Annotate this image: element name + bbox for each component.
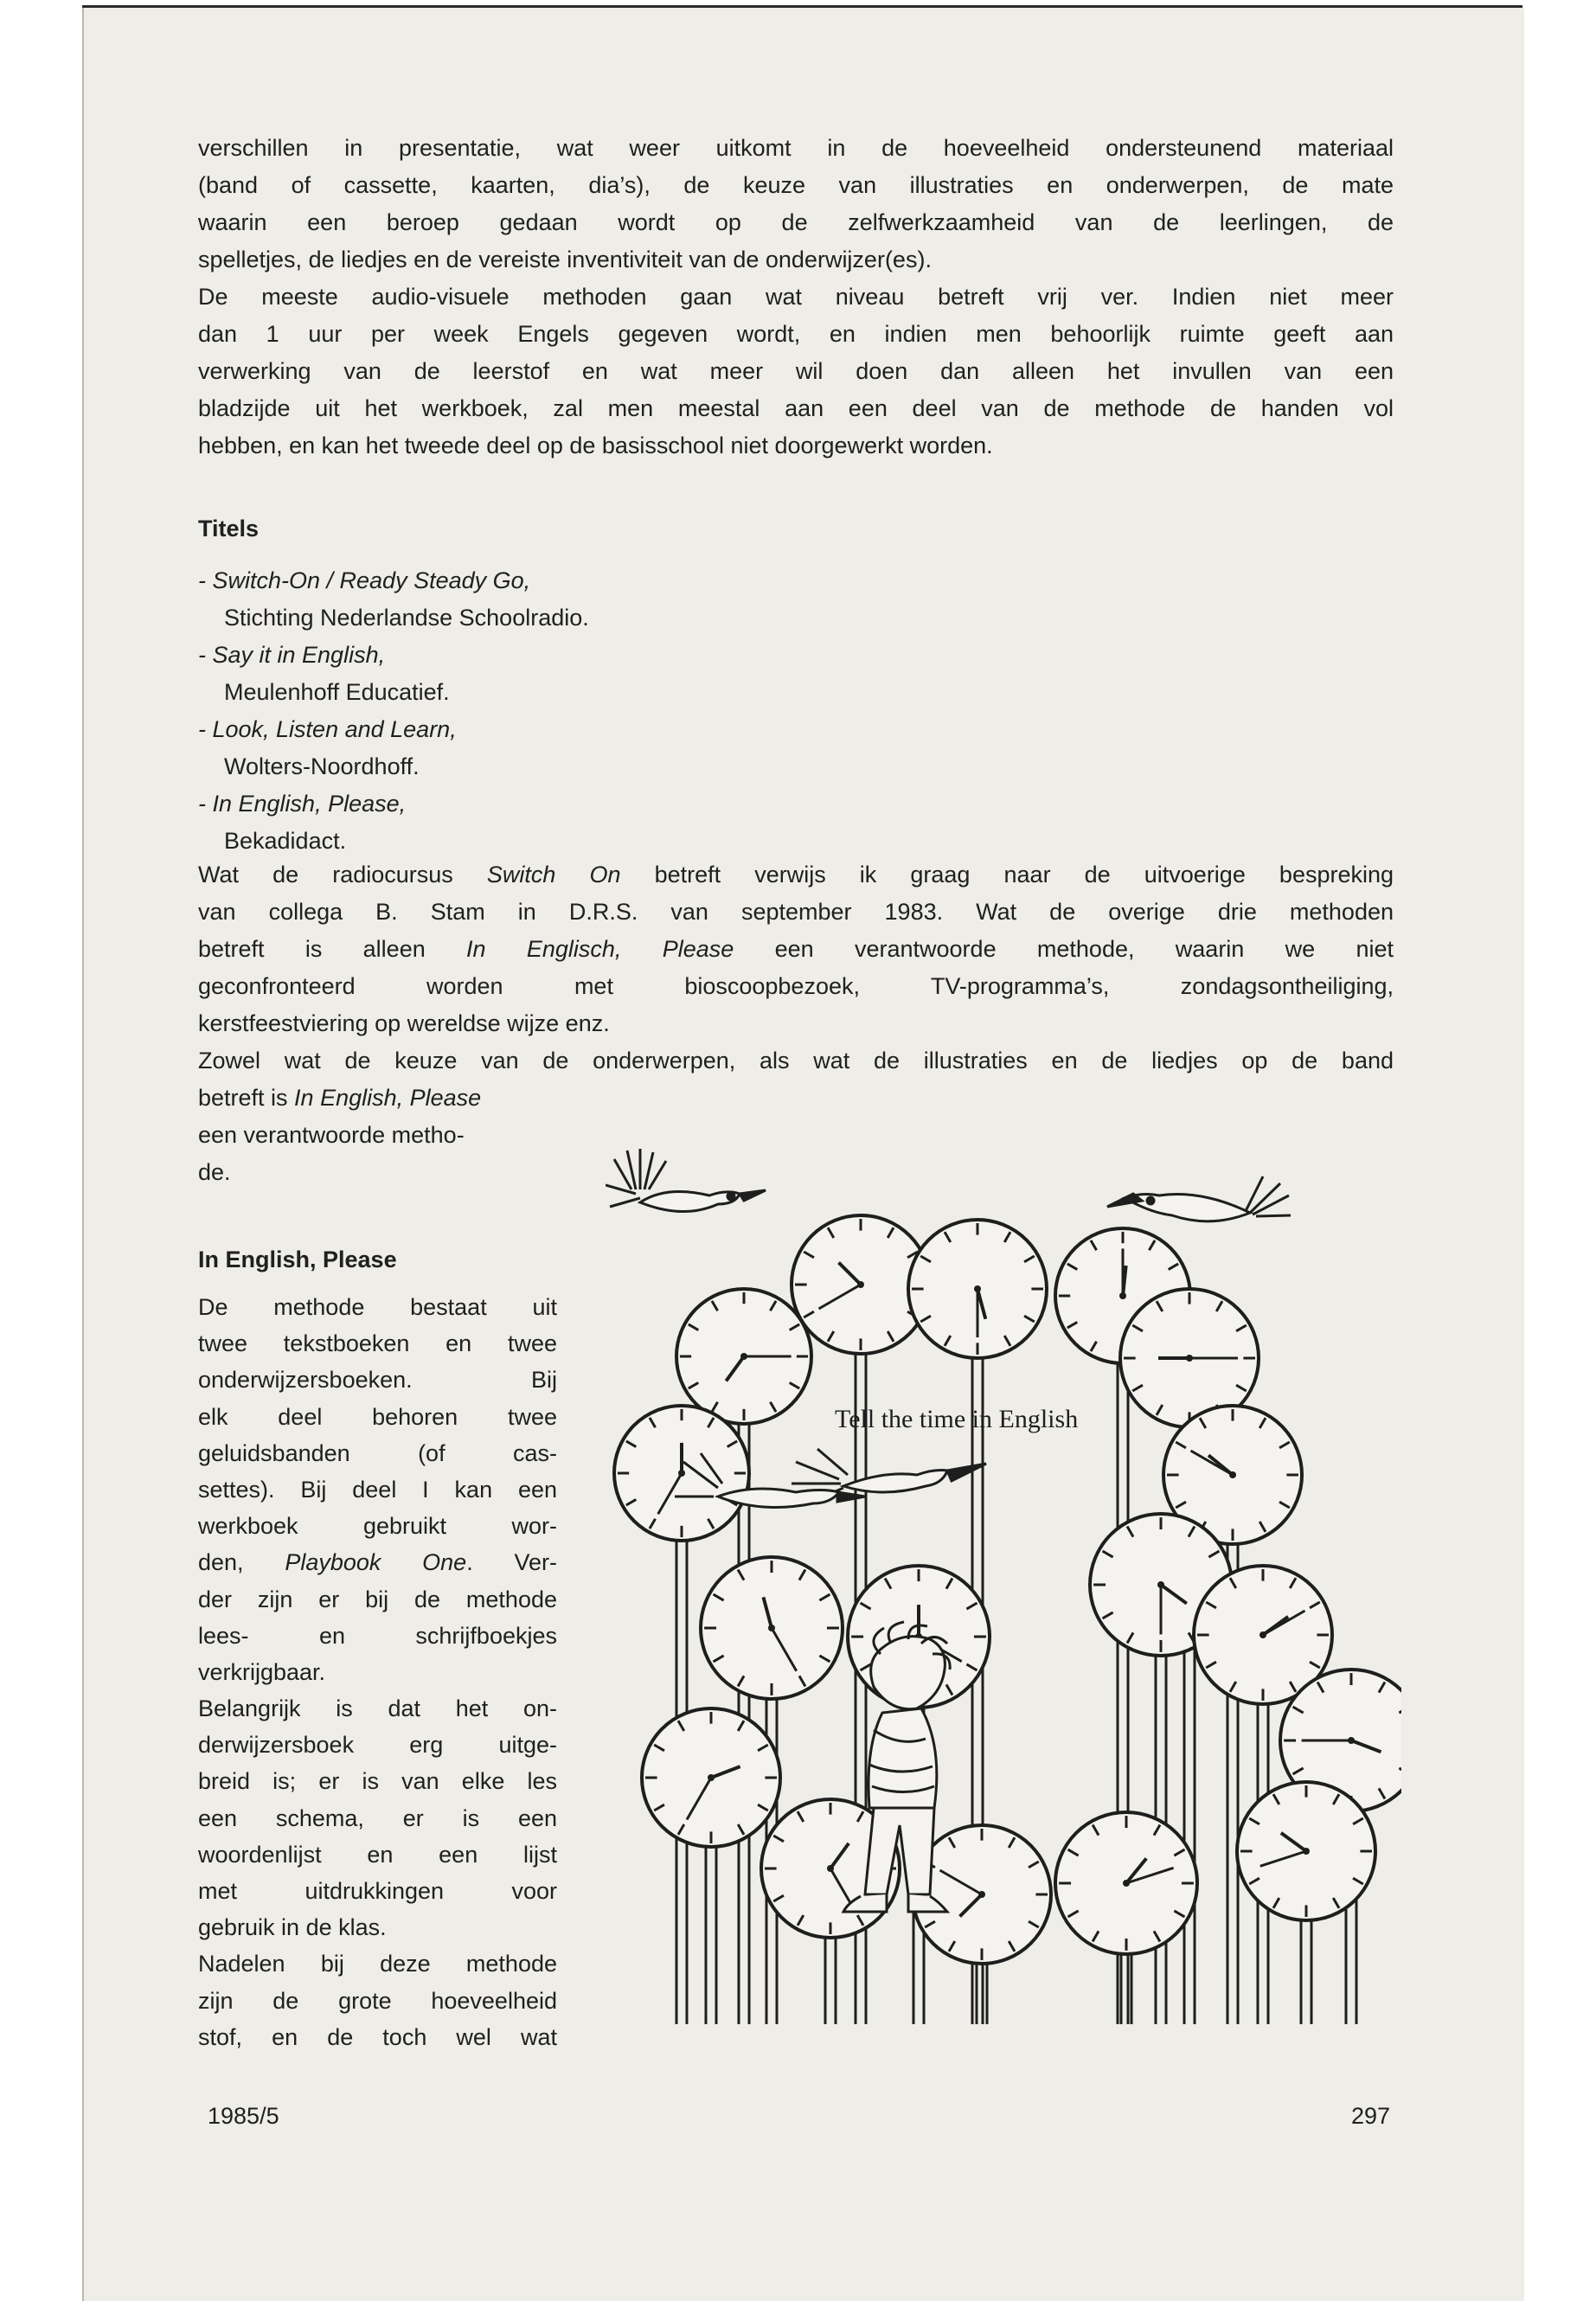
text-run: . Ver- bbox=[466, 1549, 557, 1576]
clock-center bbox=[857, 1281, 864, 1288]
intro-line: hebben, en kan het tweede deel op de basisschool niet doorgewerkt worden. bbox=[198, 433, 993, 458]
intro-paragraph bbox=[198, 130, 1394, 465]
in-english-please-column bbox=[198, 1289, 557, 2055]
column-line: twee tekstboeken en twee bbox=[198, 1330, 557, 1357]
title-item: - Look, Listen and Learn, bbox=[198, 716, 457, 742]
paragraph-line bbox=[198, 931, 1394, 968]
intro-line: De meeste audio-visuele methoden gaan wat niveau betreft vrij ver. Indien niet meer bbox=[198, 284, 1394, 310]
clock bbox=[614, 1406, 749, 1541]
paragraph-line: een verantwoorde metho- bbox=[198, 1122, 465, 1148]
title-publisher: Wolters-Noordhoff. bbox=[224, 753, 420, 779]
bird-right-top bbox=[1107, 1176, 1291, 1221]
text-run: een verantwoorde methode, waarin we niet bbox=[734, 936, 1394, 962]
column-line: Nadelen bij deze methode bbox=[198, 1951, 557, 1977]
clock bbox=[1055, 1812, 1197, 1954]
intro-line: verwerking van de leerstof en wat meer wil doen dan alleen het invullen van een bbox=[198, 358, 1394, 384]
clock-center bbox=[974, 1285, 981, 1292]
column-line: De methode bestaat uit bbox=[198, 1294, 557, 1320]
title-item: - Say it in English, bbox=[198, 642, 386, 668]
title-publisher: Bekadidact. bbox=[224, 828, 347, 854]
column-line: der zijn er bij de methode bbox=[198, 1586, 557, 1612]
clock-center bbox=[1259, 1631, 1266, 1638]
clock-center bbox=[1229, 1471, 1236, 1478]
italic-title: In English, Please bbox=[294, 1085, 482, 1111]
page-top-edge bbox=[82, 5, 1522, 8]
intro-line: bladzijde uit het werkboek, zal men meestal aan een deel van de methode de handen vol bbox=[198, 395, 1394, 421]
title-publisher: Meulenhoff Educatief. bbox=[224, 679, 450, 705]
page-number: 297 bbox=[1351, 2103, 1391, 2129]
zowel-paragraph-continued bbox=[198, 1080, 561, 1191]
clock-center bbox=[1186, 1355, 1193, 1362]
section-heading-in-english-please: In English, Please bbox=[198, 1247, 397, 1272]
column-line: geluidsbanden (of cas- bbox=[198, 1439, 557, 1466]
clock-center bbox=[1348, 1737, 1355, 1744]
clock-center bbox=[1123, 1880, 1130, 1887]
clock bbox=[1237, 1782, 1375, 1920]
paragraph-line: de. bbox=[198, 1159, 231, 1185]
clock bbox=[676, 1289, 811, 1424]
paragraph-line: Zowel wat de keuze van de onderwerpen, als wat de illustraties en de liedjes op de band bbox=[198, 1048, 1394, 1074]
column-line bbox=[198, 1544, 557, 1580]
intro-line: waarin een beroep gedaan wordt op de zelfwerkzaamheid van de leerlingen, de bbox=[198, 209, 1394, 235]
clock-center bbox=[1303, 1848, 1310, 1855]
zowel-paragraph bbox=[198, 1042, 1394, 1080]
text-run: betreft is alleen bbox=[198, 936, 467, 962]
column-line: breid is; er is van elke les bbox=[198, 1768, 557, 1795]
column-line: onderwijzersboeken. Bij bbox=[198, 1367, 557, 1394]
paragraph-line: van collega B. Stam in D.R.S. van september 1983. Wat de overige drie methoden bbox=[198, 899, 1394, 925]
intro-line: spelletjes, de liedjes en de vereiste inventiviteit van de onderwijzer(es). bbox=[198, 247, 932, 272]
italic-title: In Englisch, Please bbox=[466, 936, 734, 962]
column-line: lees- en schrijfboekjes bbox=[198, 1622, 557, 1649]
text-run: den, bbox=[198, 1549, 285, 1576]
clock-center bbox=[708, 1774, 715, 1781]
radiocursus-paragraph bbox=[198, 856, 1394, 1042]
section-heading-titels: Titels bbox=[198, 516, 260, 542]
column-line: Belangrijk is dat het on- bbox=[198, 1695, 557, 1722]
intro-line: verschillen in presentatie, wat weer uitkomt in de hoeveelheid ondersteunend materiaal bbox=[198, 135, 1394, 161]
paragraph-line: kerstfeestviering op wereldse wijze enz. bbox=[198, 1010, 610, 1036]
title-item: - Switch-On / Ready Steady Go, bbox=[198, 567, 531, 593]
titles-list bbox=[198, 562, 804, 860]
clock bbox=[642, 1708, 780, 1847]
clock-center bbox=[1119, 1292, 1126, 1299]
text-run: betreft verwijs ik graag naar de uitvoerige bespreking bbox=[620, 862, 1394, 888]
bird-left-top bbox=[606, 1149, 766, 1212]
column-line: een schema, er is een bbox=[198, 1804, 557, 1831]
column-line: gebruik in de klas. bbox=[198, 1914, 387, 1941]
clock bbox=[701, 1557, 843, 1699]
column-line: stof, en de toch wel wat bbox=[198, 2023, 557, 2050]
clock-group bbox=[614, 1215, 1401, 1964]
title-item: - In English, Please, bbox=[198, 791, 407, 817]
text-run: Wat de radiocursus bbox=[198, 862, 487, 888]
column-line: derwijzersboek erg uitge- bbox=[198, 1732, 557, 1759]
title-publisher: Stichting Nederlandse Schoolradio. bbox=[224, 605, 589, 631]
column-line: zijn de grote hoeveelheid bbox=[198, 1987, 557, 2014]
column-line: woordenlijst en een lijst bbox=[198, 1841, 557, 1868]
illustration-caption: Tell the time in English bbox=[835, 1405, 1079, 1433]
clock-center bbox=[678, 1470, 685, 1477]
column-line: werkboek gebruikt wor- bbox=[198, 1513, 557, 1540]
clock-center bbox=[978, 1891, 985, 1898]
column-line: met uitdrukkingen voor bbox=[198, 1878, 557, 1904]
italic-title: Switch On bbox=[486, 862, 621, 888]
clock-center bbox=[1157, 1581, 1164, 1588]
clock-center bbox=[827, 1865, 834, 1872]
paragraph-line bbox=[198, 1080, 561, 1117]
text-run: betreft is bbox=[198, 1085, 295, 1111]
italic-title: Playbook One bbox=[285, 1549, 467, 1576]
clock-center bbox=[740, 1353, 747, 1360]
clock-center bbox=[768, 1625, 775, 1631]
paragraph-line: geconfronteerd worden met bioscoopbezoek, TV-programma’s, zondagsontheiliging, bbox=[198, 973, 1394, 999]
paragraph-line bbox=[198, 856, 1394, 894]
column-line: verkrijgbaar. bbox=[198, 1658, 326, 1685]
column-line: elk deel behoren twee bbox=[198, 1403, 557, 1430]
intro-line: (band of cassette, kaarten, dia’s), de keuze van illustraties en onderwerpen, de mate bbox=[198, 172, 1394, 198]
clocks-illustration bbox=[606, 1142, 1401, 2041]
clock bbox=[908, 1220, 1047, 1358]
column-line: settes). Bij deel I kan een bbox=[198, 1476, 557, 1503]
issue-number: 1985/5 bbox=[208, 2103, 279, 2129]
intro-line: dan 1 uur per week Engels gegeven wordt, en indien men behoorlijk ruimte geeft aan bbox=[198, 321, 1394, 347]
